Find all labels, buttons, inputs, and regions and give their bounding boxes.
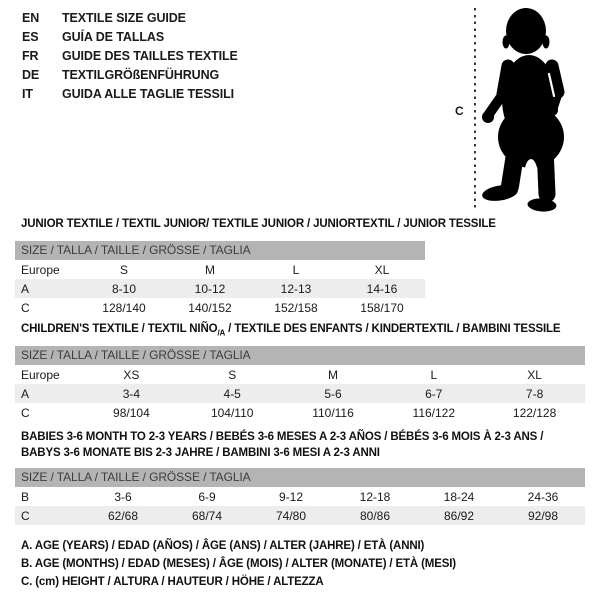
legend-line-b: B. AGE (MONTHS) / EDAD (MESES) / ÂGE (MOIS) / ALTER (MONATE) / ETÀ (MESI) <box>21 558 456 570</box>
table-cell: S <box>119 262 128 277</box>
title-line: BABYS 3-6 MONATE BIS 2-3 JAHRE / BAMBINI 3-6 MESI A 2-3 ANNI <box>21 447 380 459</box>
row-label: C <box>21 508 30 523</box>
table-cell: 104/110 <box>210 405 254 420</box>
size-header-bar: SIZE / TALLA / TAILLE / GRÖSSE / TAGLIA <box>15 241 425 260</box>
height-measure-dotted-line <box>474 8 476 210</box>
table-row <box>15 487 585 506</box>
size-header-bar: SIZE / TALLA / TAILLE / GRÖSSE / TAGLIA <box>15 346 585 365</box>
table-cell: XL <box>374 262 390 277</box>
table-cell: 12-13 <box>280 281 312 296</box>
table-cell: 7-8 <box>525 386 544 401</box>
table-cell: 5-6 <box>324 386 342 401</box>
row-label: B <box>21 489 30 504</box>
junior-size-table <box>15 217 496 317</box>
table-title: JUNIOR TEXTILE / TEXTIL JUNIOR/ TEXTILE JUNIOR / JUNIORTEXTIL / JUNIOR TESSILE <box>21 218 496 230</box>
table-cell: 12-18 <box>359 489 391 504</box>
table-title <box>15 429 585 461</box>
title-part: / TEXTILE DES ENFANTS / KINDERTEXTIL / BAMBINI TESSILE <box>225 323 561 335</box>
table-cell: 6-9 <box>198 489 216 504</box>
table-cell: 10-12 <box>194 281 226 296</box>
language-code: ES <box>22 30 39 44</box>
table-cell: 158/170 <box>360 300 404 315</box>
language-row-de <box>22 66 238 85</box>
language-row-it <box>22 85 238 104</box>
row-label: A <box>21 281 30 296</box>
children-size-table <box>15 322 585 422</box>
table-row <box>15 260 425 279</box>
row-label: Europe <box>21 262 60 277</box>
table-cell: 24-36 <box>527 489 559 504</box>
measurement-legend <box>21 537 456 591</box>
row-label: A <box>21 386 30 401</box>
table-cell: 74/80 <box>275 508 307 523</box>
table-cell: 86/92 <box>443 508 475 523</box>
table-title <box>15 322 585 336</box>
table-cell: 6-7 <box>425 386 443 401</box>
language-title: TEXTILE SIZE GUIDE <box>62 11 186 25</box>
table-cell: M <box>327 367 338 382</box>
table-cell: 18-24 <box>443 489 475 504</box>
baby-silhouette-icon <box>479 0 597 216</box>
row-label: C <box>21 405 30 420</box>
table-cell: XL <box>527 367 542 382</box>
title-line: BABIES 3-6 MONTH TO 2-3 YEARS / BEBÉS 3-6 MESES A 2-3 AÑOS / BÉBÉS 3-6 MOIS À 2-3 ANS / <box>21 431 544 443</box>
table-cell: M <box>205 262 215 277</box>
table-cell: 9-12 <box>278 489 304 504</box>
table-cell: L <box>430 367 438 382</box>
height-marker-label: C <box>455 104 464 118</box>
table-cell: 92/98 <box>527 508 559 523</box>
table-cell: 3-4 <box>122 386 141 401</box>
table-cell: 14-16 <box>366 281 398 296</box>
table-cell: 128/140 <box>102 300 146 315</box>
legend-line-a: A. AGE (YEARS) / EDAD (AÑOS) / ÂGE (ANS) / ALTER (JAHRE) / ETÀ (ANNI) <box>21 540 425 552</box>
table-row <box>15 506 585 525</box>
language-title: GUIDE DES TAILLES TEXTILE <box>62 49 238 63</box>
table-cell: 4-5 <box>223 386 241 401</box>
row-label: Europe <box>21 367 60 382</box>
title-part: CHILDREN'S TEXTILE / TEXTIL NIÑO <box>21 323 218 335</box>
table-row <box>15 298 425 317</box>
language-code: EN <box>22 11 40 25</box>
table-cell: 110/116 <box>312 405 354 420</box>
table-row <box>15 365 585 384</box>
language-row-en <box>22 9 238 28</box>
table-row <box>15 384 585 403</box>
table-cell: L <box>292 262 300 277</box>
table-cell: XS <box>123 367 140 382</box>
table-cell: 98/104 <box>113 405 150 420</box>
legend-line-c: C. (cm) HEIGHT / ALTURA / HAUTEUR / HÖHE / ALTEZZA <box>21 576 324 588</box>
language-code: IT <box>22 87 33 101</box>
table-cell: 8-10 <box>111 281 137 296</box>
language-code: DE <box>22 68 40 82</box>
table-cell: 116/122 <box>412 405 456 420</box>
language-row-fr <box>22 47 238 66</box>
table-cell: 122/128 <box>512 405 557 420</box>
title-subscript: /A <box>217 328 226 338</box>
table-cell: 140/152 <box>188 300 232 315</box>
row-label: C <box>21 300 30 315</box>
table-cell: 62/68 <box>107 508 139 523</box>
language-title: TEXTILGRÖßENFÜHRUNG <box>62 68 220 82</box>
table-cell: 68/74 <box>191 508 223 523</box>
size-header-bar: SIZE / TALLA / TAILLE / GRÖSSE / TAGLIA <box>15 468 585 487</box>
language-title: GUÍA DE TALLAS <box>62 30 165 44</box>
language-row-es <box>22 28 238 47</box>
table-cell: 3-6 <box>114 489 132 504</box>
table-cell: 152/158 <box>274 300 318 315</box>
language-title: GUIDA ALLE TAGLIE TESSILI <box>62 87 235 101</box>
table-row <box>15 403 585 422</box>
table-row <box>15 279 425 298</box>
language-code: FR <box>22 49 39 63</box>
table-cell: 80/86 <box>359 508 391 523</box>
table-cell: S <box>228 367 237 382</box>
babies-size-table <box>15 429 585 525</box>
language-title-list <box>22 9 238 104</box>
